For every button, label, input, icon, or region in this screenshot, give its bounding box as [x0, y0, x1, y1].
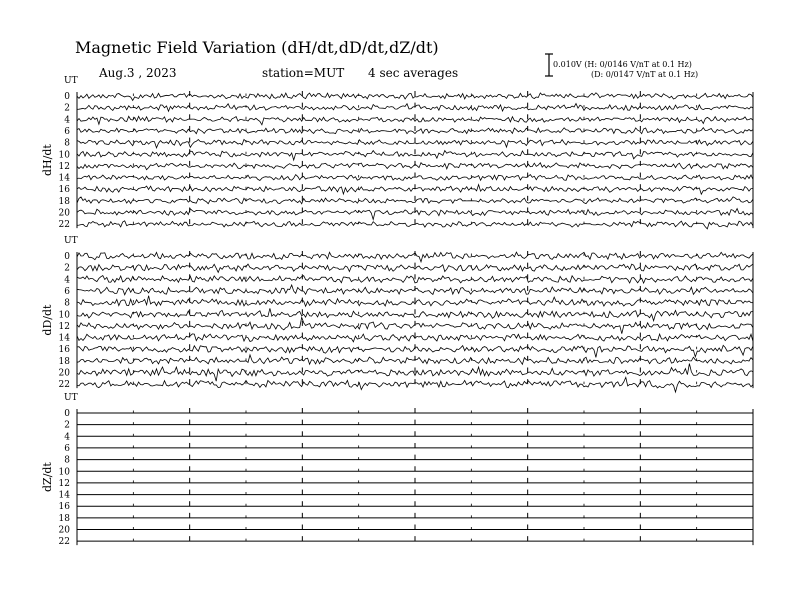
chart-title: Magnetic Field Variation (dH/dt,dD/dt,dZ/dt): [75, 38, 439, 57]
hour-label: 20: [58, 368, 70, 379]
hour-label: 14: [58, 490, 70, 501]
averaging-label: 4 sec averages: [368, 66, 459, 80]
hour-label: 0: [64, 92, 70, 102]
hour-label: 8: [64, 298, 70, 309]
axis-label: dH/dt: [41, 144, 54, 176]
hour-label: 10: [58, 467, 70, 478]
hour-label: 2: [64, 103, 70, 114]
hour-label: 8: [64, 138, 70, 149]
hour-label: 14: [58, 333, 70, 344]
scale-value: 0.010V: [553, 60, 582, 69]
date-label: Aug.3 , 2023: [99, 66, 177, 80]
hour-label: 12: [58, 321, 70, 332]
hour-label: 6: [64, 126, 70, 137]
ut-label: UT: [64, 236, 78, 246]
hour-label: 18: [58, 196, 70, 207]
panel-dH-dt: [41, 76, 753, 230]
axis-label: dZ/dt: [41, 462, 54, 493]
hour-label: 22: [58, 220, 70, 231]
hour-label: 18: [58, 356, 70, 367]
hour-label: 12: [58, 161, 70, 172]
hour-label: 2: [64, 263, 70, 274]
hour-label: 8: [64, 455, 70, 466]
panel-dD-dt: [41, 236, 753, 392]
hour-label: 4: [64, 432, 70, 443]
hour-label: 12: [58, 478, 70, 489]
hour-label: 10: [58, 310, 70, 321]
hour-label: 4: [64, 115, 70, 126]
hour-label: 20: [58, 208, 70, 219]
hour-label: 0: [64, 409, 70, 419]
hour-label: 16: [58, 345, 70, 356]
hour-label: 0: [64, 252, 70, 262]
scale-d-sensitivity: (D: 0/0147 V/nT at 0.1 Hz): [591, 70, 699, 79]
scale-bar: [545, 54, 553, 76]
ut-label: UT: [64, 76, 78, 86]
hour-label: 20: [58, 525, 70, 536]
scale-h-sensitivity: (H: 0/0146 V/nT at 0.1 Hz): [584, 60, 692, 69]
hour-label: 16: [58, 502, 70, 513]
hour-label: 22: [58, 537, 70, 548]
hour-label: 22: [58, 380, 70, 391]
hour-label: 6: [64, 443, 70, 454]
hour-label: 2: [64, 420, 70, 431]
hour-label: 14: [58, 173, 70, 184]
hour-label: 18: [58, 513, 70, 524]
station-label: station=MUT: [262, 66, 345, 80]
hour-label: 10: [58, 150, 70, 161]
hour-label: 16: [58, 185, 70, 196]
ut-label: UT: [64, 393, 78, 403]
hour-label: 6: [64, 286, 70, 297]
hour-label: 4: [64, 275, 70, 286]
axis-label: dD/dt: [41, 304, 54, 336]
panel-dZ-dt: [41, 393, 753, 547]
